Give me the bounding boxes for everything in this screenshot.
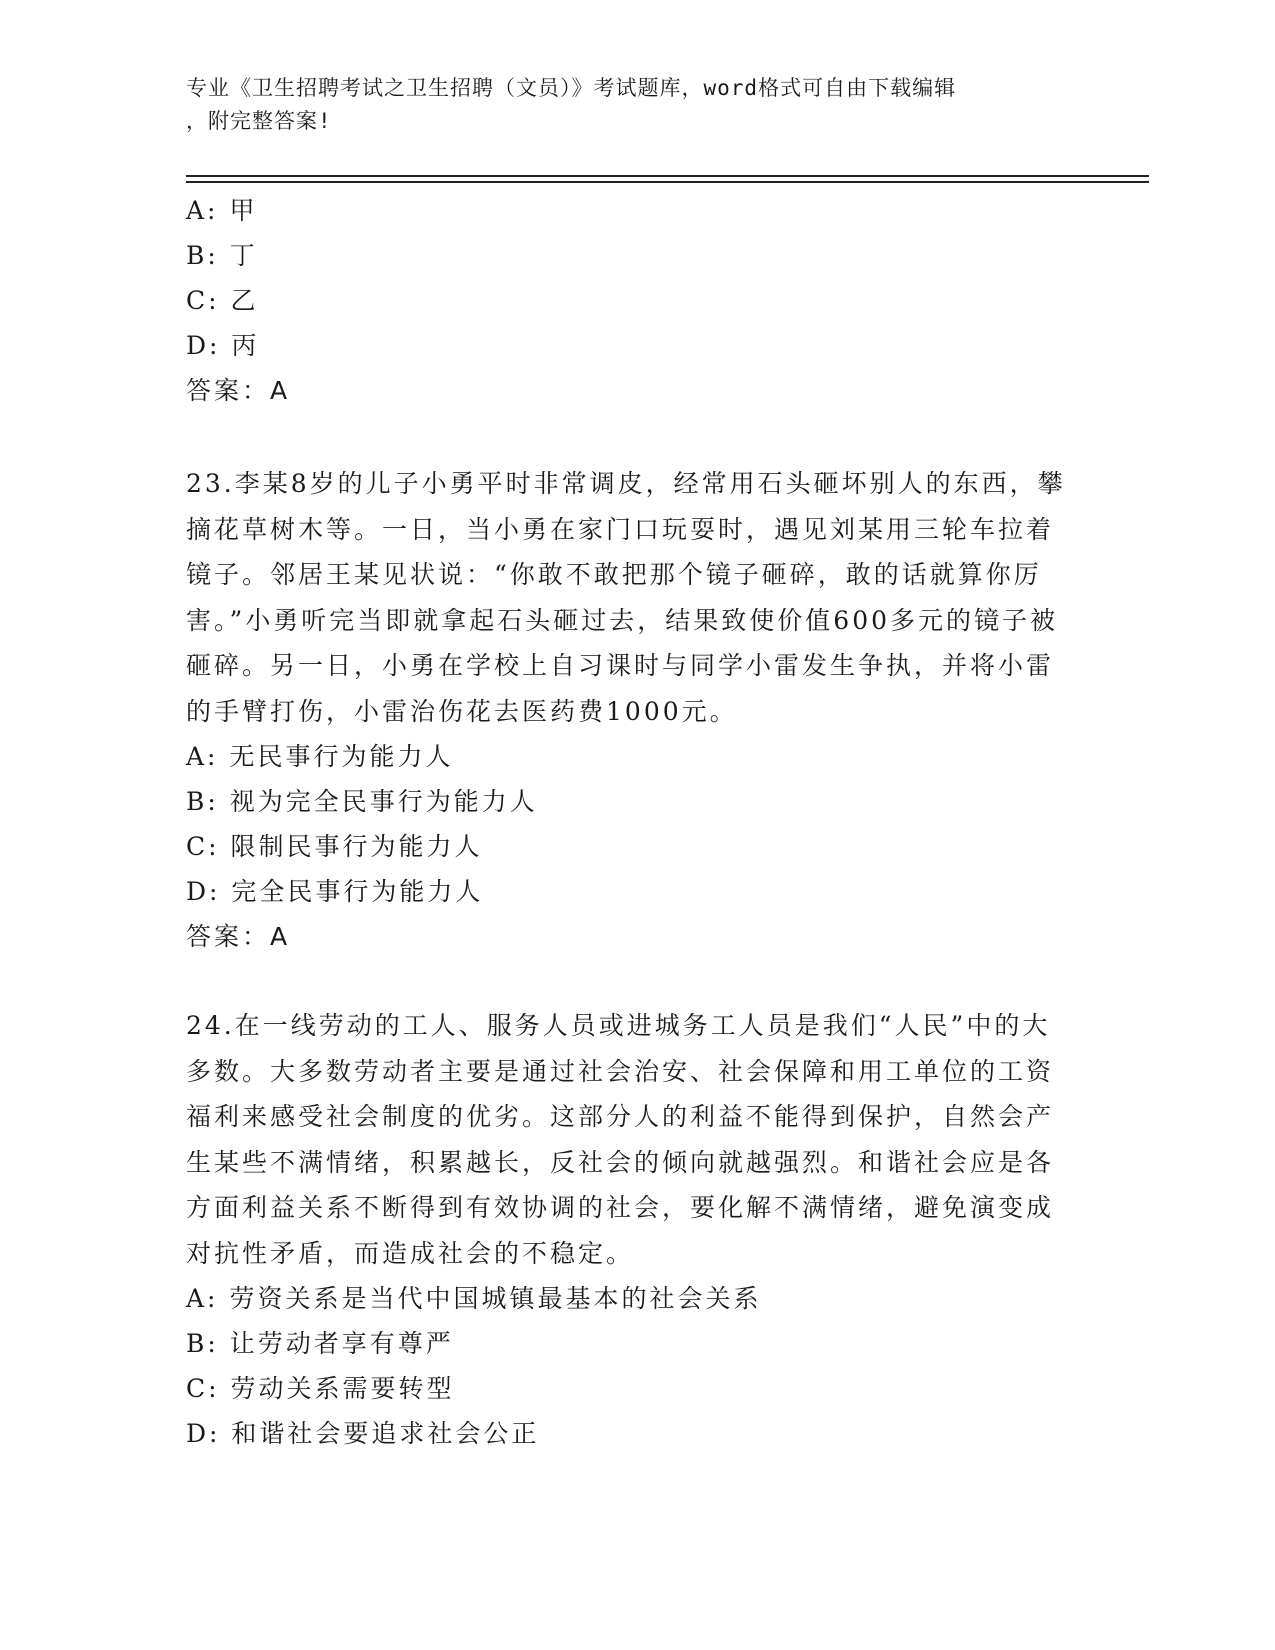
option-a: [186, 1276, 1086, 1321]
option-text: 劳资关系是当代中国城镇最基本的社会关系: [229, 1284, 762, 1313]
option-d: [186, 323, 1086, 368]
option-text: 让劳动者享有尊严: [229, 1329, 454, 1358]
header-divider-top: [186, 175, 1149, 177]
option-text: 丙: [231, 331, 260, 360]
option-label: A:: [186, 196, 219, 225]
page-header: [186, 72, 1066, 138]
answer-line: 答案：A: [186, 376, 291, 405]
option-c: [186, 1366, 1086, 1411]
option-label: B:: [186, 787, 219, 816]
option-label: D:: [186, 331, 221, 360]
question-24-block: [186, 1003, 1086, 1456]
header-line-1: 专业《卫生招聘考试之卫生招聘（文员）》考试题库，word格式可自由下载编辑: [186, 76, 957, 100]
option-d: [186, 1411, 1086, 1456]
option-b: [186, 779, 1086, 824]
option-c: [186, 278, 1086, 323]
option-label: B:: [186, 1329, 219, 1358]
option-label: D:: [186, 1419, 221, 1448]
option-b: [186, 233, 1086, 278]
header-line-2: ，附完整答案!: [186, 109, 332, 133]
answer-line: 答案：A: [186, 922, 291, 951]
option-text: 乙: [230, 286, 259, 315]
option-label: C:: [186, 832, 220, 861]
option-text: 丁: [229, 241, 258, 270]
option-text: 限制民事行为能力人: [230, 832, 483, 861]
option-b: [186, 1321, 1086, 1366]
question-stem: 24.在一线劳动的工人、服务人员或进城务工人员是我们“人民”中的大多数。大多数劳动者主要是通过社会治安、社会保障和用工单位的工资福利来感受社会制度的优劣。这部分人的利益不能得到保护，自然会产生某些不满情绪，积累越长，反社会的倾向就越强烈。和谐社会应是各方面利益关系不断得到有效协调的社会，要化解不满情绪，避免演变成对抗性矛盾，而造成社会的不稳定。: [186, 1011, 1055, 1268]
option-label: C:: [186, 286, 220, 315]
option-label: D:: [186, 877, 221, 906]
question-22-block: [186, 188, 1086, 413]
question-stem: 23.李某8岁的儿子小勇平时非常调皮，经常用石头砸坏别人的东西，攀摘花草树木等。一日，当小勇在家门口玩耍时，遇见刘某用三轮车拉着镜子。邻居王某见状说：“你敢不敢把那个镜子砸碎，敢的话就算你厉害。”小勇听完当即就拿起石头砸过去，结果致使价值600多元的镜子被砸碎。另一日，小勇在学校上自习课时与同学小雷发生争执，并将小雷的手臂打伤，小雷治伤花去医药费1000元。: [186, 469, 1066, 726]
option-c: [186, 824, 1086, 869]
option-label: A:: [186, 742, 219, 771]
option-d: [186, 869, 1086, 914]
option-text: 劳动关系需要转型: [230, 1374, 455, 1403]
question-23-block: [186, 461, 1086, 959]
option-text: 完全民事行为能力人: [231, 877, 484, 906]
option-label: C:: [186, 1374, 220, 1403]
option-text: 甲: [229, 196, 258, 225]
option-text: 和谐社会要追求社会公正: [231, 1419, 540, 1448]
header-divider-bottom: [186, 181, 1149, 183]
option-text: 无民事行为能力人: [229, 742, 454, 771]
option-label: A:: [186, 1284, 219, 1313]
option-text: 视为完全民事行为能力人: [229, 787, 538, 816]
option-label: B:: [186, 241, 219, 270]
option-a: [186, 188, 1086, 233]
option-a: [186, 734, 1086, 779]
